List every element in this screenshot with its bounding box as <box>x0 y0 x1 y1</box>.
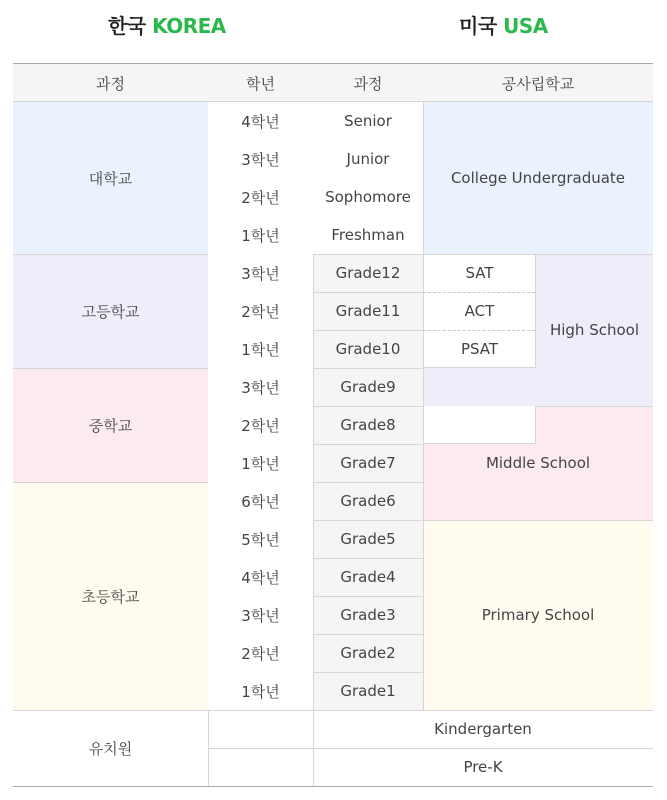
col-header-course-us: 과정 <box>353 74 383 93</box>
grade-us-cell: Grade8 <box>340 416 396 434</box>
korea-title <box>108 10 226 39</box>
usa-native-label: 미국 <box>459 14 497 38</box>
test-sat: SAT <box>465 264 494 282</box>
school-middle: Middle School <box>485 454 591 472</box>
grade-kr-cell: 4학년 <box>208 102 313 140</box>
grade-kr-cell: 1학년 <box>208 330 313 368</box>
row-divider <box>536 406 653 407</box>
grade-us-cell: Grade11 <box>335 302 401 320</box>
grade-kr-cell: 2학년 <box>208 292 313 330</box>
col-header-course-kr: 과정 <box>96 74 125 93</box>
usa-title <box>459 10 548 39</box>
grade-us-cell: Grade4 <box>340 568 396 586</box>
level-university: 대학교 <box>88 169 133 188</box>
level-elementary-school: 초등학교 <box>81 587 140 606</box>
usa-en-label: USA <box>503 14 548 38</box>
grade-kr-cell: 2학년 <box>208 178 313 216</box>
grade-kr-cell: 1학년 <box>208 444 313 482</box>
grade-kr-cell: 2학년 <box>208 634 313 672</box>
grade-us-cell: Grade3 <box>340 606 396 624</box>
test-act: ACT <box>464 302 495 320</box>
school-high: High School <box>549 321 640 339</box>
grade-us-cell: Grade10 <box>335 340 401 358</box>
grade-us-cell: Junior <box>313 140 423 178</box>
level-middle-school: 중학교 <box>88 416 133 435</box>
grade-kr-cell: 3학년 <box>208 368 313 406</box>
level-kindergarten: 유치원 <box>88 739 133 758</box>
col-header-grade: 학년 <box>246 74 275 93</box>
grade-kr-cell: 1학년 <box>208 672 313 710</box>
grade-us-cell: Grade9 <box>340 378 396 396</box>
test-divider <box>423 292 535 293</box>
grade-us-cell: Grade5 <box>340 530 396 548</box>
grade-kr-cell: 2학년 <box>208 406 313 444</box>
grade-us-cell: Grade6 <box>340 492 396 510</box>
table-bottom-rule <box>13 786 653 787</box>
grade-us-cell: Senior <box>313 102 423 140</box>
school-kindergarten: Kindergarten <box>434 720 532 738</box>
grade-us-cell: Grade12 <box>335 264 401 282</box>
school-prek: Pre-K <box>463 758 503 776</box>
grade-us-cell: Sophomore <box>313 178 423 216</box>
grade-us-cell: Grade1 <box>340 682 396 700</box>
grade-kr-cell: 3학년 <box>208 596 313 634</box>
test-psat: PSAT <box>460 340 499 358</box>
grade-kr-cell: 5학년 <box>208 520 313 558</box>
grade-kr-cell: 6학년 <box>208 482 313 520</box>
grade-kr-cell: 1학년 <box>208 216 313 254</box>
korea-native-label: 한국 <box>108 14 146 38</box>
grade-us-cell: Grade2 <box>340 644 396 662</box>
school-college: College Undergraduate <box>450 169 626 187</box>
col-header-school-type: 공사립학교 <box>501 74 575 93</box>
grade-kr-cell: 3학년 <box>208 140 313 178</box>
test-divider <box>423 330 535 331</box>
school-primary: Primary School <box>481 606 595 624</box>
korea-en-label: KOREA <box>152 14 226 38</box>
level-high-school: 고등학교 <box>81 302 140 321</box>
table-top-rule <box>13 63 653 64</box>
grade-us-cell: Freshman <box>313 216 423 254</box>
grade-kr-cell: 4학년 <box>208 558 313 596</box>
grade-kr-cell: 3학년 <box>208 254 313 292</box>
grade8-gap-cell <box>423 406 536 444</box>
grade-us-cell: Grade7 <box>340 454 396 472</box>
